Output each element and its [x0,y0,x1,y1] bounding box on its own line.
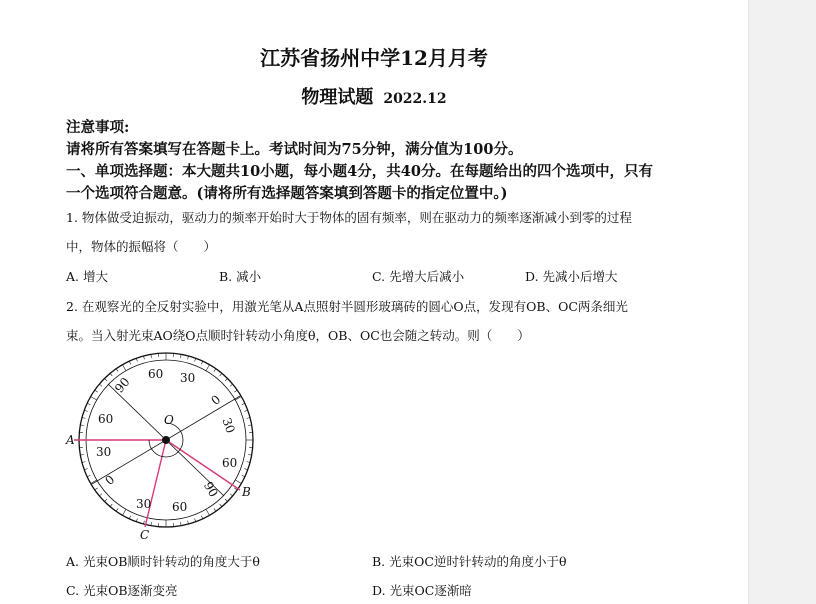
scale-tick [123,365,127,371]
scale-tick [220,504,222,507]
scale-tick [91,397,97,401]
scale-tick [234,390,237,392]
scale-tick [225,378,227,380]
question-1-line1: 1. 物体做受迫振动，驱动力的频率开始时大于物体的固有频率，则在驱动力的频率逐渐减小到零的过程 [66,210,632,225]
scale-tick [99,494,102,496]
scale-tick [104,499,106,501]
scale-tick [116,508,118,511]
scale-tick [230,494,233,496]
scale-tick [129,361,130,364]
q1-option-a: A. 增大 [66,269,108,284]
point-b-label: B [242,485,251,499]
q2-option-b: B. 光束OC逆时针转动的角度小于θ [372,554,567,569]
protractor-diagram [62,352,262,542]
scale-tick [84,469,87,470]
scale-tick [95,390,98,392]
scale-tick [195,518,196,521]
q2-option-c: C. 光束OB逐渐变亮 [66,583,178,598]
scale-label: 30 [219,415,238,436]
scale-tick [225,499,227,501]
scale-tick [244,410,247,411]
scale-tick [214,369,216,372]
scale-label: 60 [172,500,188,514]
scale-tick [136,358,137,361]
scale-label: 30 [180,371,196,385]
scale-tick [206,509,210,515]
section-heading-line1: 一、单项选择题：本大题共10小题，每小题4分，共40分。在每题给出的四个选项中，只有 [66,163,653,180]
scale-tick [214,508,216,511]
scale-tick [230,384,233,386]
scale-label: 90 [112,374,133,396]
exam-subtitle [0,83,748,109]
scale-tick [110,504,112,507]
scale-tick [110,373,112,376]
scale-label: 0 [102,472,118,488]
point-c-label: C [140,528,150,542]
point-o-label: O [164,413,174,427]
point-a-label: A [66,433,75,447]
question-1-line2: 中，物体的振幅将（ ） [66,239,217,254]
scale-tick [244,469,247,470]
scale-tick [201,516,202,519]
exam-date: 2022.12 [383,91,447,107]
scale-tick [84,410,87,411]
scale-label: 60 [98,412,114,426]
q1-option-c: C. 先增大后减小 [372,269,465,284]
notice-line: 请将所有答案填写在答题卡上。考试时间为75分钟，满分值为100分。 [66,141,523,158]
scale-label: 60 [148,367,164,381]
section-heading-line2: 一个选项符合题意。(请将所有选择题答案填到答题卡的指定位置中。) [66,185,508,202]
scale-tick [195,358,196,361]
scale-tick [104,378,106,380]
scale-label: 60 [222,456,238,470]
scale-tick [242,403,245,404]
scale-tick [87,403,90,404]
scale-tick [87,475,90,476]
scale-tick [235,480,241,484]
scale-label: 30 [96,445,112,459]
viewer-background [748,0,816,604]
scale-tick [123,509,127,515]
question-2-line1: 2. 在观察光的全反射实验中，用激光笔从A点照射半圆形玻璃砖的圆心O点，发现有OB、OC两条细光 [66,299,628,314]
scale-tick [95,488,98,490]
q1-option-b: B. 减小 [219,269,262,284]
scale-tick [99,384,102,386]
q2-option-d: D. 光束OC逐渐暗 [372,583,472,598]
notice-heading: 注意事项: [66,119,130,136]
scale-tick [116,369,118,372]
q1-option-d: D. 先减小后增大 [525,269,618,284]
scale-label: 90 [200,479,221,500]
scale-tick [201,361,202,364]
scale-tick [206,365,210,371]
q2-option-a: A. 光束OB顺时针转动的角度大于θ [66,554,260,569]
question-2-line2: 束。当入射光束AO绕O点顺时针转动小角度θ，OB、OC也会随之转动。则（ ） [66,328,530,343]
scale-tick [136,518,137,521]
scale-tick [129,516,130,519]
subject-name: 物理试题 [301,87,374,108]
scale-tick [242,475,245,476]
exam-title: 江苏省扬州中学12月月考 [260,46,488,70]
scale-tick [220,373,222,376]
scale-label: 0 [208,392,224,408]
scale-label: 30 [136,497,152,511]
